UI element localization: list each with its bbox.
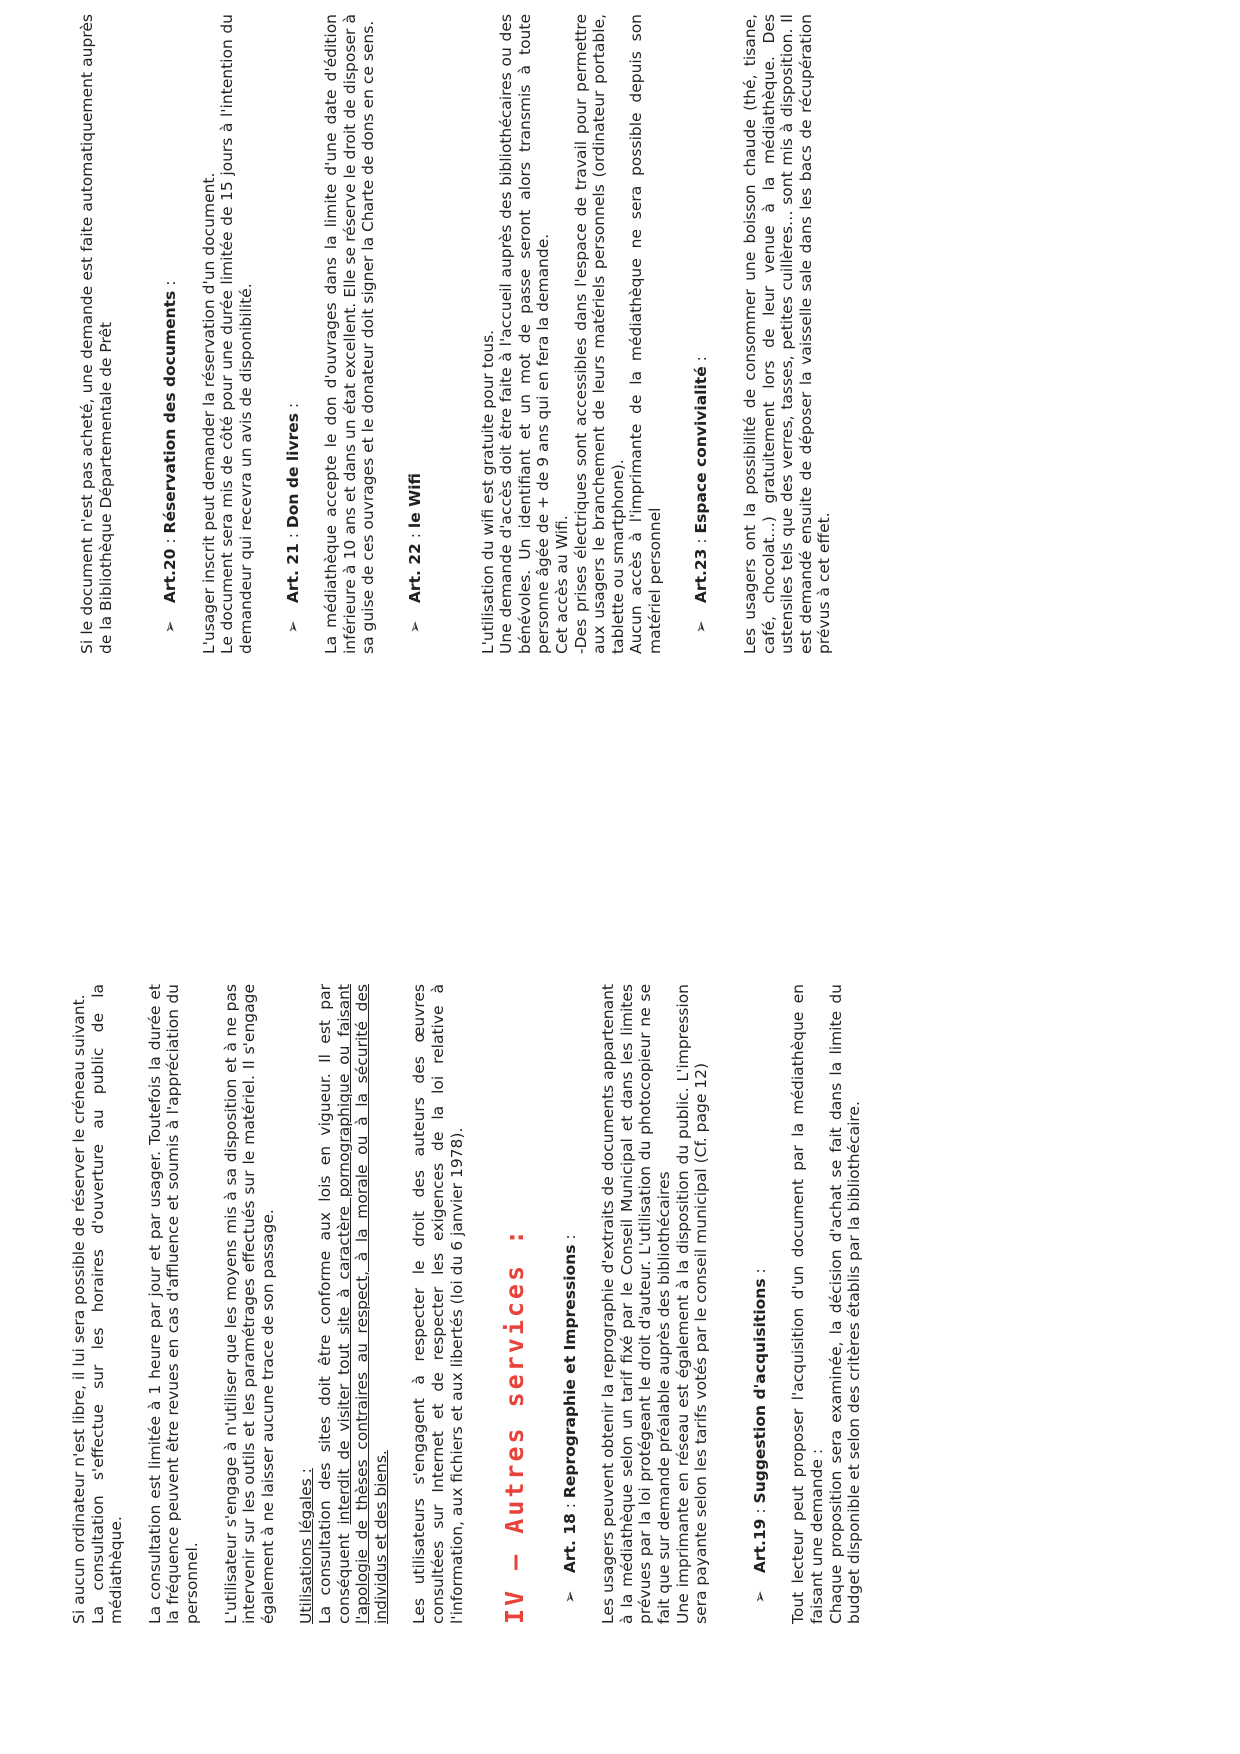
text-line: Aucun accès à l'imprimante de la médiathèque ne sera possible depuis son matériel personnel xyxy=(627,14,664,654)
text-line: Cet accès au Wifi. xyxy=(552,515,571,654)
article-number: Art.19 xyxy=(750,1518,769,1574)
text-line: Une imprimante en réseau est également à la disposition du public. L'impression sera payante selon les tarifs votés par le conseil municipal (Cf. page 12) xyxy=(673,984,711,1624)
arrow-bullet-icon: ➢ xyxy=(560,1590,579,1604)
right-column xyxy=(78,14,854,654)
paragraph xyxy=(479,14,665,654)
text-line: L'utilisation du wifi est gratuite pour tous. xyxy=(478,329,497,654)
paragraph: Si le document n'est pas acheté, une demande est faite automatiquement auprès de la Bibliothèque Départementale de Prêt xyxy=(78,14,115,654)
paragraph: L'utilisateur s'engage à n'utiliser que les moyens mis à sa disposition et à ne pas intervenir sur les outils et les paramétrages effectués sur le matériel. Il s'engage également à ne laisser aucune trace de son passage. xyxy=(221,984,277,1624)
article-number: Art.23 xyxy=(692,548,711,604)
paragraph: Les usagers ont la possibilité de consommer une boisson chaude (thé, tisane, café, chocolat…) gratuitement lors de leur venue à la médiathèque. Des ustensiles tels que des verres, tasses, petites cuillères… sont mis à disposition. Il est demandé ensuite de déposer la vaisselle sale dans les bacs de récupération prévus à cet effet. xyxy=(741,14,834,654)
article-title: Réservation des documents xyxy=(161,290,180,534)
article-heading-21: ➢ Art. 21 : Don de livres : xyxy=(284,14,303,654)
article-title: Espace convivialité xyxy=(692,366,711,534)
article-heading-18: ➢ Art. 18 : Reprographie et Impressions : xyxy=(561,984,580,1624)
legal-text: La consultation des sites doit être conforme aux lois en vigueur. Il est par conséquent xyxy=(315,984,353,1624)
paragraph xyxy=(200,14,256,654)
text-line: Chaque proposition sera examinée, la décision d'achat se fait dans la limite du budget disponible et selon des critères établis par la bibliothécaire. xyxy=(826,984,864,1624)
text-line: Les usagers peuvent obtenir la reprographie d'extraits de documents appartenant à la médiathèque selon un tarif fixé par le Conseil Municipal et dans les limites prévues par la loi protégeant le droit d'auteur. L'utilisation du photocopieur ne se fait que sur demande préalable auprès des bibliothécaires xyxy=(599,984,674,1624)
paragraph: La médiathèque accepte le don d'ouvrages dans la limite d'une date d'édition inférieure à 10 ans et dans un état excellent. Elle se réserve le droit de disposer à sa guise de ces ouvrages et le donateur doit signer la Charte de dons en ce sens. xyxy=(322,14,378,654)
article-title: le Wifi xyxy=(405,472,424,529)
arrow-bullet-icon: ➢ xyxy=(161,620,180,634)
legal-title: Utilisations légales : xyxy=(297,1468,316,1624)
paragraph: La consultation est limitée à 1 heure par jour et par usager. Toutefois la durée et la fréquence peuvent être revues en cas d'affluence et soumis à l'appréciation du personnel. xyxy=(145,984,201,1624)
text-line: -Des prises électriques sont accessibles dans l'espace de travail pour permettre aux usagers le branchement de leurs matériels personnels (ordinateur portable, tablette ou smartphone). xyxy=(571,14,627,654)
paragraph xyxy=(70,984,126,1624)
article-heading-19: ➢ Art.19 : Suggestion d'acquisitions : xyxy=(751,984,770,1624)
left-column xyxy=(70,984,884,1624)
article-number: Art.20 xyxy=(161,548,180,604)
article-title: Don de livres xyxy=(283,413,302,529)
article-number: Art. 18 xyxy=(560,1513,579,1574)
section-title: IV – Autres services : xyxy=(500,1226,530,1624)
article-heading-23: ➢ Art.23 : Espace convivialité : xyxy=(692,14,711,654)
text-line: Le document sera mis de côté pour une durée limitée de 15 jours à l'intention du demandeur qui recevra un avis de disponibilité. xyxy=(218,14,255,654)
article-number: Art. 22 xyxy=(405,543,424,604)
paragraph xyxy=(599,984,711,1624)
legal-text-underlined: interdit de visiter tout site à caractère pornographique ou faisant l'apologie de thèses contraires au respect, à la morale ou à la sécurité des individus et des biens. xyxy=(334,984,390,1624)
article-heading-22: ➢ Art. 22 : le Wifi xyxy=(406,14,425,654)
legal-paragraph xyxy=(297,984,390,1624)
arrow-bullet-icon: ➢ xyxy=(283,620,302,634)
article-title: Reprographie et Impressions xyxy=(560,1244,579,1499)
paragraph xyxy=(789,984,863,1624)
text-line: Si aucun ordinateur n'est libre, il lui sera possible de réserver le créneau suivant. xyxy=(70,994,88,1624)
text-line: Tout lecteur peut proposer l'acquisition d'un document par la médiathèque en faisant une demande : xyxy=(789,984,827,1624)
article-title: Suggestion d'acquisitions xyxy=(750,1278,769,1504)
text-line: La consultation s'effectue sur les horaires d'ouverture au public de la médiathèque. xyxy=(88,984,126,1624)
article-heading-20: ➢ Art.20 : Réservation des documents : xyxy=(161,14,180,654)
text-line: Une demande d'accès doit être faite à l'accueil auprès des bibliothécaires ou des bénévoles. Un identifiant et un mot de passe seront alors transmis à toute personne âgée de + de 9 ans qui en fera la demande. xyxy=(497,14,553,654)
arrow-bullet-icon: ➢ xyxy=(750,1590,769,1604)
paragraph: Les utilisateurs s'engagent à respecter le droit des auteurs des œuvres consultées sur Internet et de respecter les exigences de la loi relative à l'information, aux fichiers et aux libertés (loi du 6 janvier 1978). xyxy=(410,984,466,1624)
text-line: L'usager inscrit peut demander la réservation d'un document. xyxy=(199,172,218,654)
arrow-bullet-icon: ➢ xyxy=(692,620,711,634)
arrow-bullet-icon: ➢ xyxy=(405,620,424,634)
article-number: Art. 21 xyxy=(283,543,302,604)
